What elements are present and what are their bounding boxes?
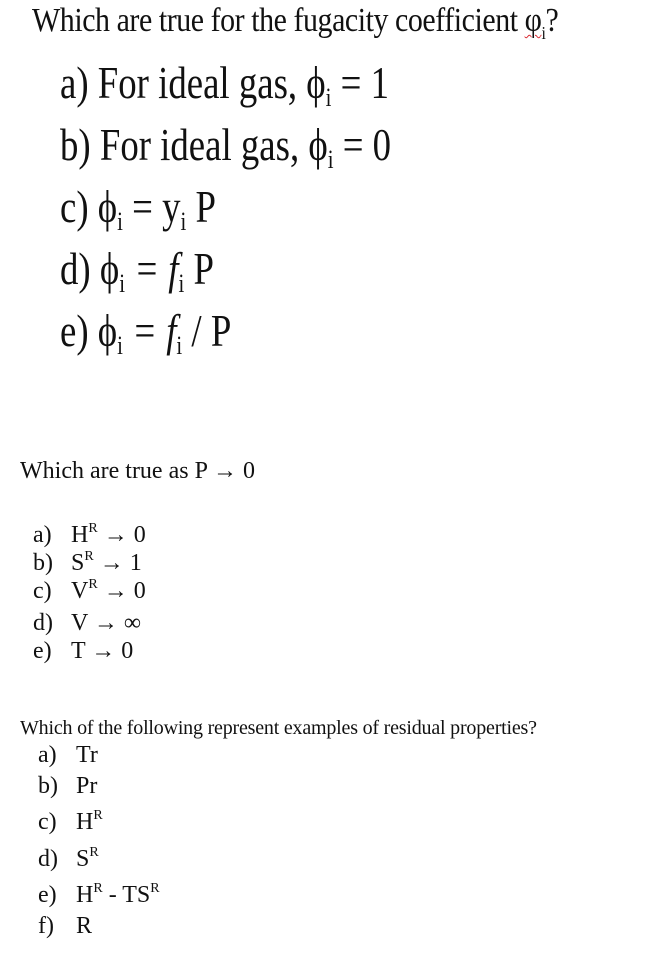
q2-option-e[interactable]: e) T → 0 <box>33 638 134 664</box>
q1-title-symbol: $\varphi_i$ <box>524 2 546 43</box>
q1-title-suffix: ? <box>545 2 559 39</box>
question-1-options <box>60 52 391 362</box>
q3-option-f[interactable]: f) R <box>38 912 93 939</box>
q3-option-b[interactable]: b) Pr <box>38 772 98 799</box>
q1-option-a[interactable]: a) For ideal gas, $\phi_i = 1$ <box>60 57 390 112</box>
q1-option-e[interactable]: e) $\phi_i = f_i / P$ <box>60 305 232 360</box>
question-3-options <box>38 740 160 941</box>
q3-option-c[interactable]: c) $H^R$ <box>38 808 103 835</box>
q2-option-b[interactable]: b) $S^R \to 1$ <box>33 549 142 576</box>
question-2-options <box>33 515 146 665</box>
q1-option-d[interactable]: d) $\phi_i = f_i$ P <box>60 243 214 298</box>
q2-option-d[interactable]: d) V → ∞ <box>33 610 142 636</box>
question-3-title: Which of the following represent examples of residual properties? <box>20 717 537 739</box>
q2-option-a[interactable]: a) $H^R \to 0$ <box>33 521 146 548</box>
q3-option-a[interactable]: a) Tr <box>38 742 98 768</box>
q2-option-c[interactable]: c) $V^R \to 0$ <box>33 577 146 604</box>
q3-option-d[interactable]: d) $S^R$ <box>38 844 99 872</box>
question-1-title <box>32 2 558 44</box>
q3-option-e[interactable]: e) $H^R - TS^R$ <box>38 881 160 908</box>
q1-option-b[interactable]: b) For ideal gas, $\phi_i = 0$ <box>60 119 392 174</box>
q1-title-prefix: Which are true for the fugacity coefficient <box>32 2 525 39</box>
q1-option-c[interactable]: c) $\phi_i = y_i$ P <box>60 181 216 236</box>
question-2-title: Which are true as P → 0 <box>20 458 256 484</box>
